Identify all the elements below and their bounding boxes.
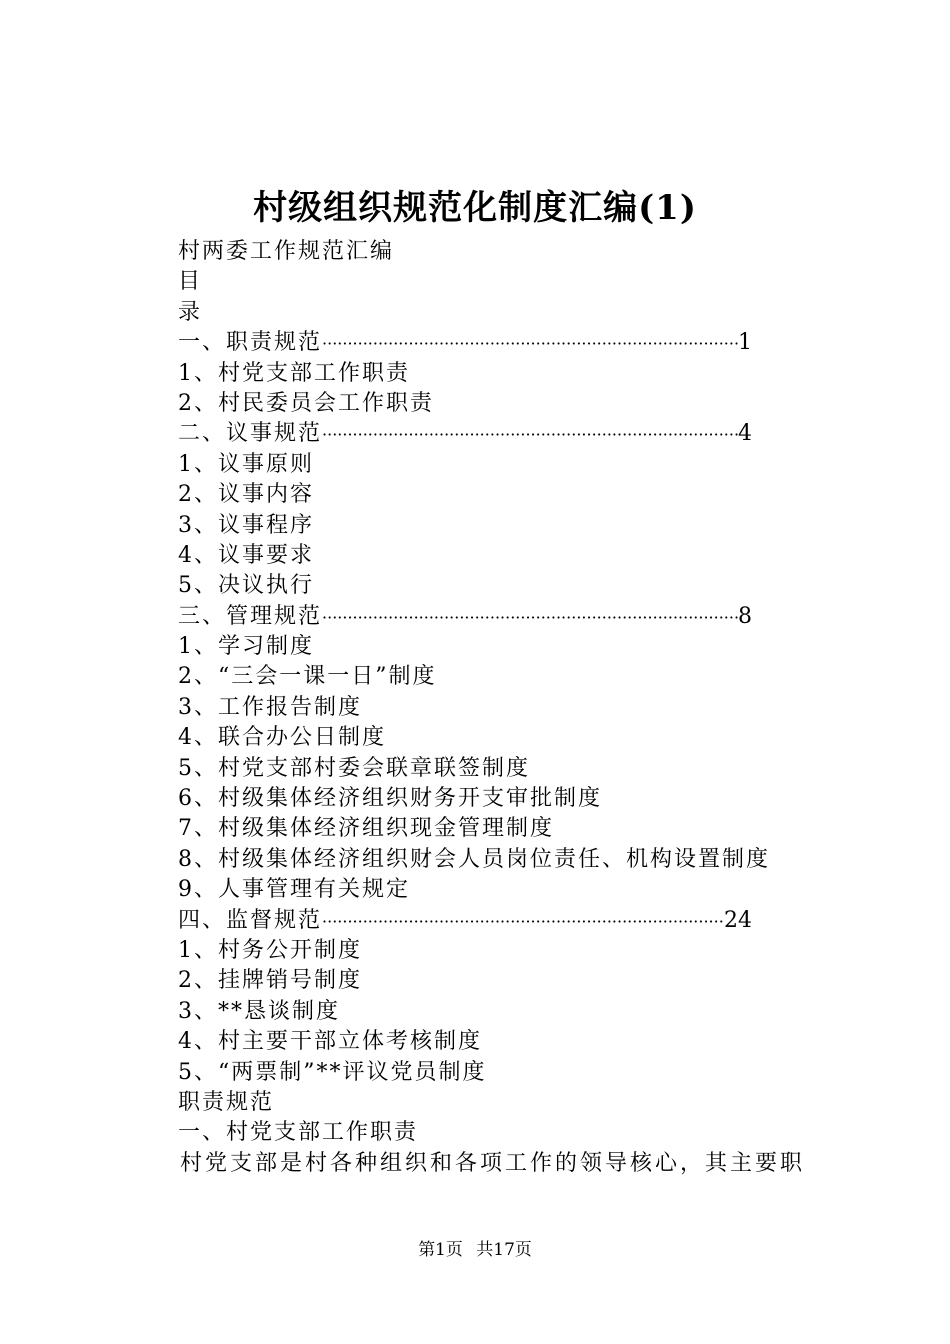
toc-item: 1、村党支部工作职责 (178, 360, 410, 386)
toc-section-label: 二、议事规范 (178, 421, 323, 447)
body-paragraph: 村党支部是村各种组织和各项工作的领导核心，其主要职 (180, 1150, 806, 1176)
toc-item: 3、**恳谈制度 (178, 998, 340, 1024)
toc-heading-part-1: 目 (178, 269, 203, 295)
toc-section-management (178, 602, 752, 632)
page-number-label: 第1页 (418, 1240, 463, 1260)
toc-item: 2、村民委员会工作职责 (178, 390, 434, 416)
toc-item: 4、村主要干部立体考核制度 (178, 1029, 482, 1055)
toc-item: 4、议事要求 (178, 542, 314, 568)
toc-leader-dots (322, 329, 738, 359)
toc-item: 3、工作报告制度 (178, 694, 362, 720)
toc-item: 4、联合办公日制度 (178, 725, 386, 751)
toc-item: 7、村级集体经济组织现金管理制度 (178, 816, 554, 842)
toc-page-number: 24 (724, 907, 752, 933)
toc-item: 2、“三会一课一日”制度 (178, 664, 437, 690)
toc-item: 6、村级集体经济组织财务开支审批制度 (178, 786, 602, 812)
toc-item: 1、议事原则 (178, 451, 314, 477)
toc-leader-dots (322, 420, 738, 450)
toc-heading-part-2: 录 (178, 299, 203, 325)
toc-item: 3、议事程序 (178, 512, 314, 538)
toc-item: 8、村级集体经济组织财会人员岗位责任、机构设置制度 (178, 846, 770, 872)
toc-item: 5、村党支部村委会联章联签制度 (178, 755, 530, 781)
toc-page-number: 4 (738, 421, 752, 447)
toc-section-label: 四、监督规范 (178, 907, 323, 933)
section-heading: 职责规范 (178, 1089, 275, 1115)
toc-item: 1、学习制度 (178, 634, 314, 660)
toc-section-deliberation (178, 419, 752, 449)
toc-item: 9、人事管理有关规定 (178, 877, 410, 903)
toc-page-number: 8 (738, 603, 752, 629)
document-title: 村级组织规范化制度汇编(1) (253, 188, 697, 228)
toc-leader-dots (322, 603, 738, 633)
page-total-label: 共17页 (476, 1240, 532, 1260)
toc-item: 2、挂牌销号制度 (178, 968, 362, 994)
toc-section-label: 三、管理规范 (178, 603, 323, 629)
toc-section-label: 一、职责规范 (178, 330, 323, 356)
toc-item: 2、议事内容 (178, 482, 314, 508)
toc-item: 1、村务公开制度 (178, 937, 362, 963)
toc-item: 5、“两票制”**评议党员制度 (178, 1059, 487, 1085)
document-body (178, 237, 838, 1179)
toc-leader-dots (322, 907, 724, 937)
toc-item: 5、决议执行 (178, 573, 314, 599)
toc-section-supervision (178, 906, 752, 936)
page-footer (0, 1238, 950, 1262)
toc-page-number: 1 (738, 330, 752, 356)
subsection-heading: 一、村党支部工作职责 (178, 1120, 419, 1146)
toc-section-duties (178, 328, 752, 358)
document-subtitle: 村两委工作规范汇编 (178, 239, 395, 264)
